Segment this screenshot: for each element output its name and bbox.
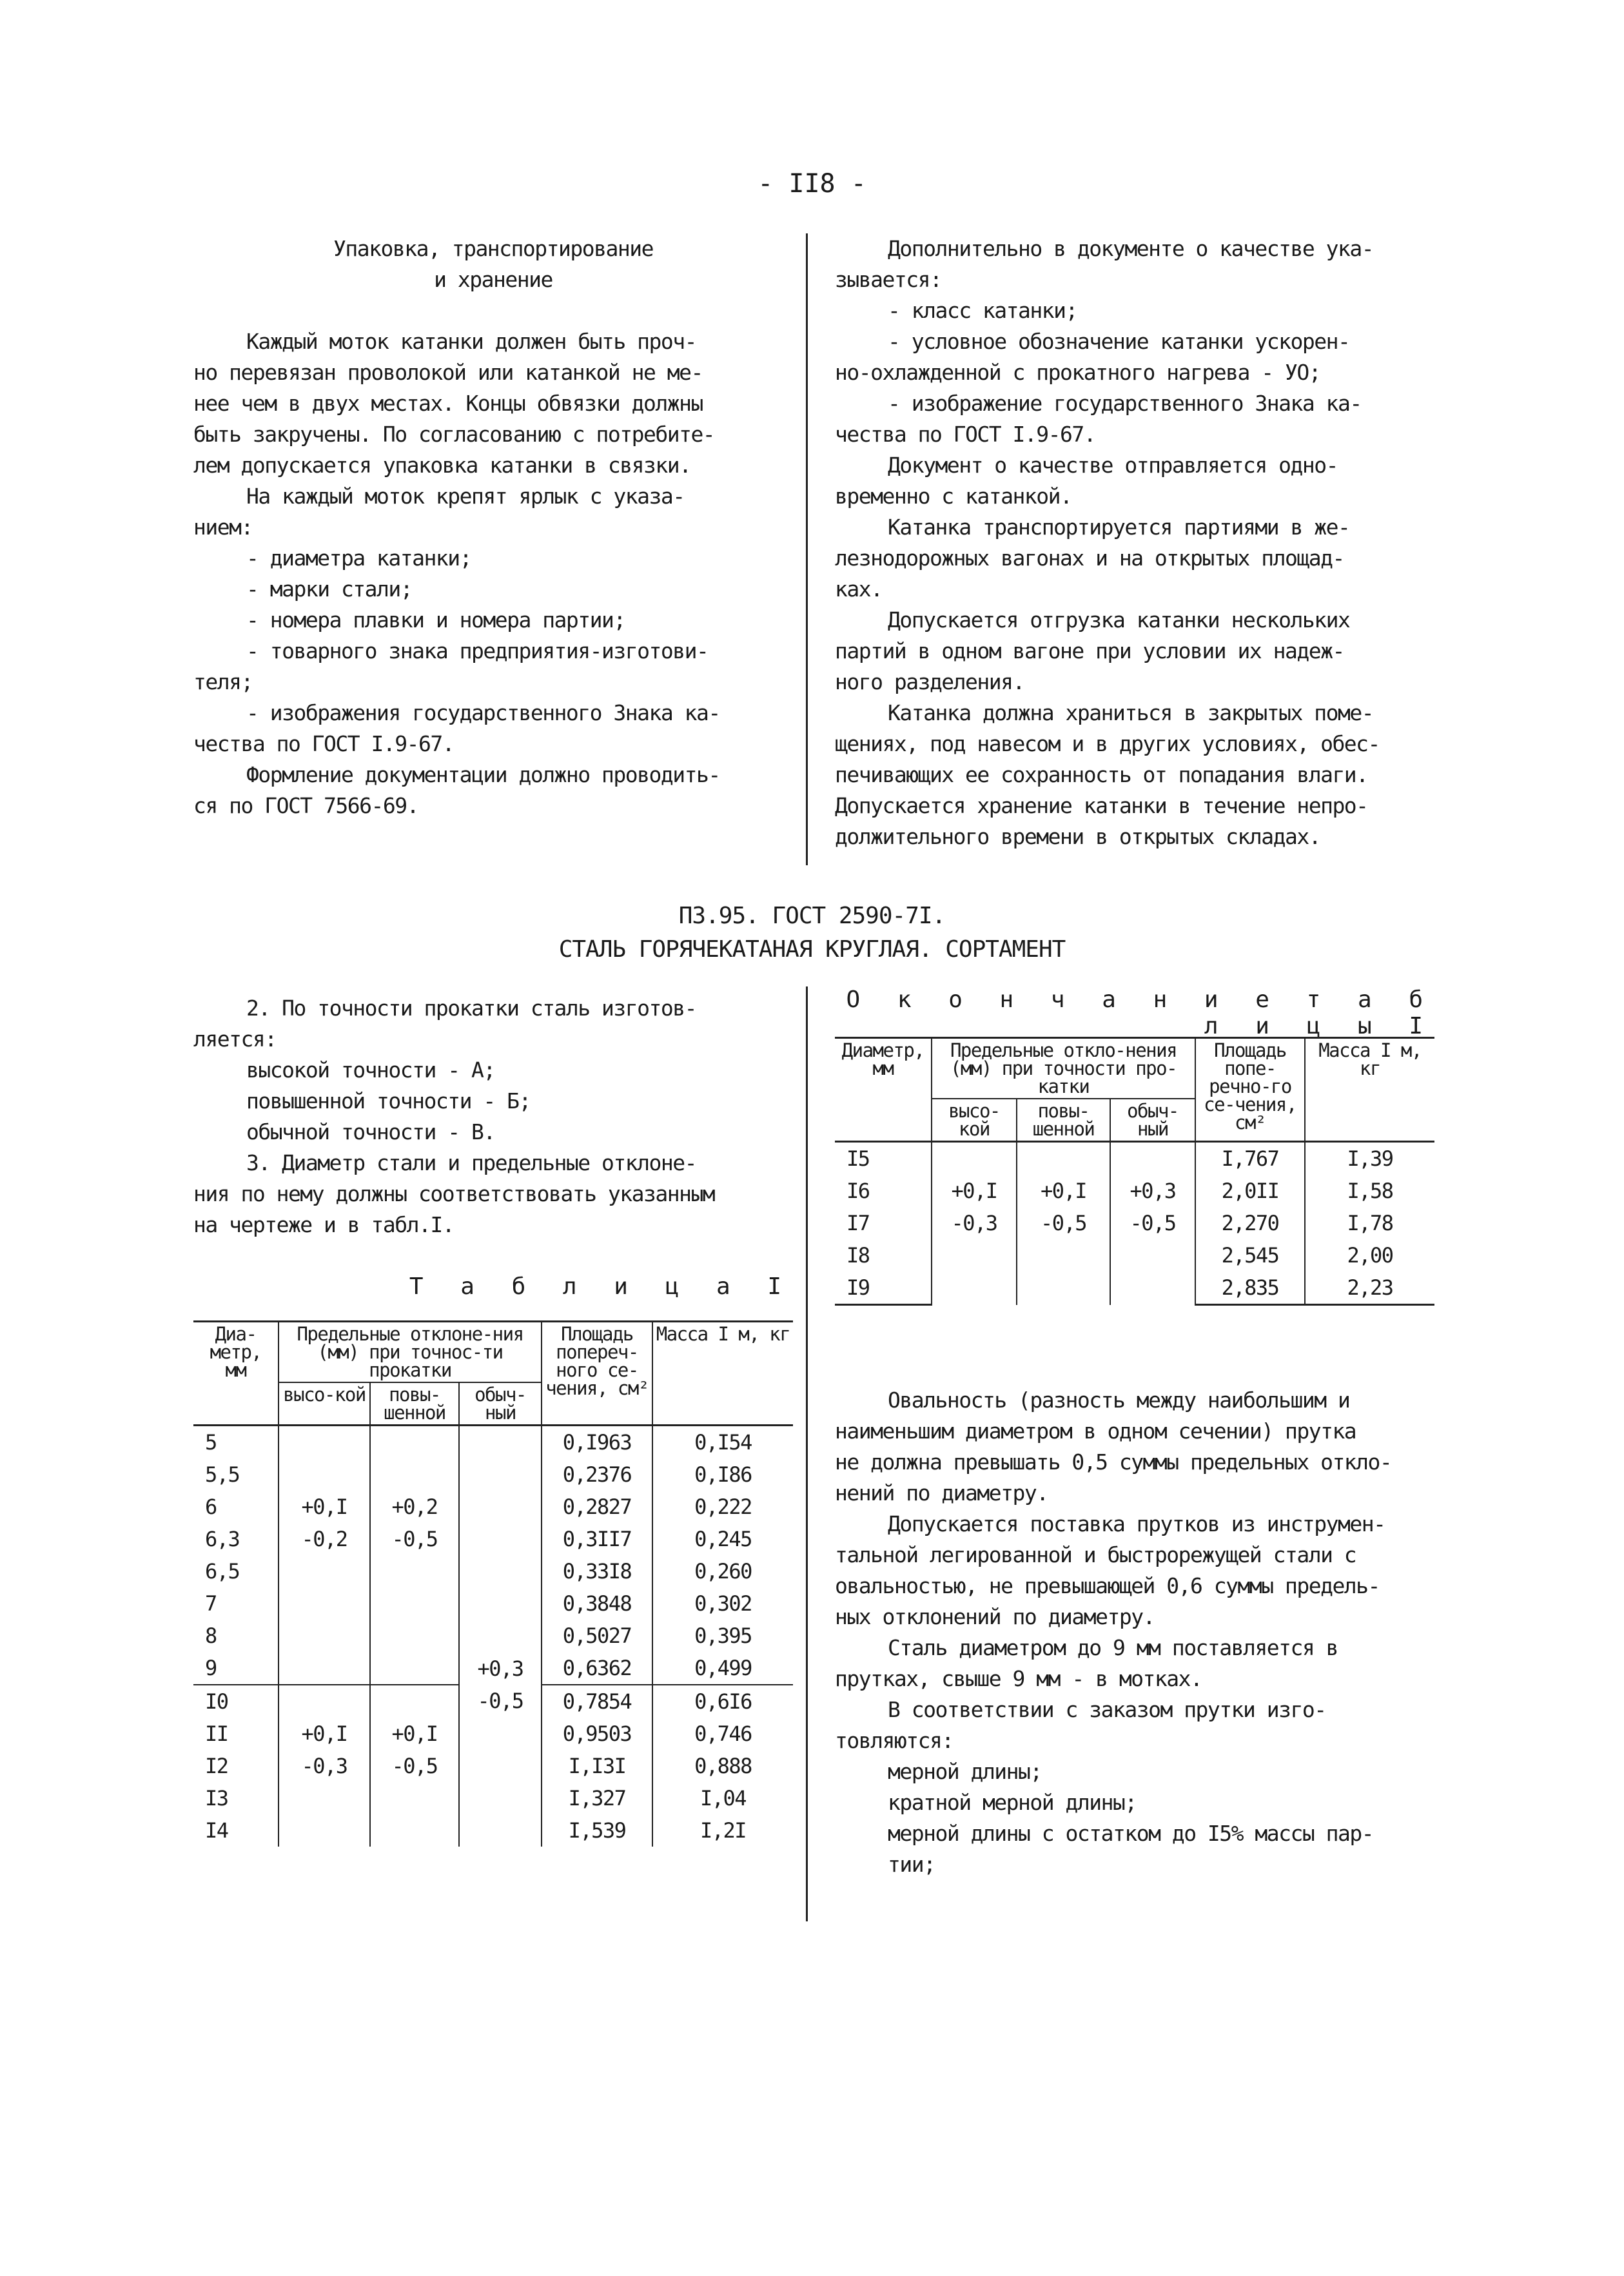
paragraph-line: партий в одном вагоне при условии их надеж- [835,638,1344,663]
tolerance-plus: +0,I [951,1179,997,1203]
cell-tolerance-raised [370,1718,459,1782]
cell-diameter: I5 [835,1142,932,1175]
cell-tolerance-high [932,1175,1017,1239]
paragraph-line: ния по нему должны соответствовать указанным [193,1181,715,1206]
list-item-cont: чества по ГОСТ I.9-67. [193,731,455,756]
paragraph-line: Катанка должна храниться в закрытых поме- [888,700,1374,725]
column-divider [806,986,808,1921]
paragraph-line: лем допускается упаковка катанки в связки. [193,453,691,478]
col-header-raised: повы-шенной [1017,1099,1110,1142]
cell-area: I,539 [542,1814,652,1847]
tolerance-plus: +0,I [301,1495,347,1519]
col-header-tolerance: Предельные откло-нения (мм) при точности про-катки [932,1038,1195,1099]
cell-tolerance-high [279,1491,370,1555]
cell-diameter: 6,3 [193,1523,279,1555]
cell-diameter: I4 [193,1814,279,1847]
col-header-area: Площадь попереч-ного се-чения, см² [542,1322,652,1426]
table-end-caption: О к о н ч а н и е т а б л и ц ы I [846,986,1434,1039]
paragraph-line: Каждый моток катанки должен быть проч- [246,329,696,354]
col-header-area: Площадь попе-речно-го се-чения, см² [1195,1038,1305,1142]
table-row [835,1239,1434,1271]
list-item: - условное обозначение катанки ускорен- [888,329,1350,354]
section-title [0,899,1624,966]
cell-area: I,I3I [542,1750,652,1782]
cell-mass: I,78 [1305,1207,1434,1239]
paragraph-line: На каждый моток крепят ярлык с указа- [246,484,685,509]
cell-area: 2,0II [1195,1175,1305,1207]
tolerance-plus: +0,3 [1130,1179,1176,1203]
table-1 [193,1320,793,1847]
paragraph-line: Катанка транспортируется партиями в же- [888,515,1350,540]
table-1-end [835,1037,1434,1306]
cell-mass: 0,395 [652,1620,793,1652]
section-heading-cont: и хранение [434,267,553,292]
paragraph-line: нений по диаметру. [835,1480,1048,1506]
cell-mass: 0,888 [652,1750,793,1782]
paragraph-line: ного разделения. [835,669,1024,694]
paragraph-line: ляется: [193,1026,277,1052]
paragraph-line: лезнодорожных вагонах и на открытых площад- [835,545,1344,571]
paragraph-line: Сталь диаметром до 9 мм поставляется в [888,1635,1338,1660]
list-item: - класс катанки; [888,298,1077,323]
paragraph-line: должительного времени в открытых складах. [835,824,1321,849]
tolerance-plus: +0,I [301,1722,347,1746]
standard-title: СТАЛЬ ГОРЯЧЕКАТАНАЯ КРУГЛАЯ. СОРТАМЕНТ [558,936,1066,963]
cell-area: 0,5027 [542,1620,652,1652]
cell-mass: I,04 [652,1782,793,1814]
col-header-diameter: Диаметр, мм [835,1038,932,1142]
paragraph-line: зывается: [835,267,942,292]
cell-diameter: I0 [193,1685,279,1718]
col-header-mass: Масса I м, кг [1305,1038,1434,1142]
cell-diameter: 8 [193,1620,279,1652]
list-item: - изображения государственного Знака ка- [246,700,720,725]
column-divider [806,233,808,865]
paragraph-line: наименьшим диаметром в одном сечении) прутка [835,1418,1356,1444]
cell-tolerance-raised [1017,1175,1110,1239]
cell-diameter: 5 [193,1426,279,1459]
cell-tolerance-raised [370,1491,459,1555]
cell-mass: 0,245 [652,1523,793,1555]
standard-number: П3.95. ГОСТ 2590-7I. [678,903,946,929]
tolerance-minus: -0,5 [391,1754,438,1778]
tolerance-minus: -0,5 [391,1527,438,1551]
list-item: кратной мерной длины; [888,1790,1137,1815]
list-item: мерной длины; [888,1759,1042,1784]
cell-diameter: II [193,1718,279,1750]
table-row [193,1718,793,1750]
col-header-normal: обыч-ный [459,1382,542,1426]
paragraph-line: Документ о качестве отправляется одно- [888,453,1338,478]
cell-diameter: 6 [193,1491,279,1523]
paragraph-line: В соответствии с заказом прутки изго- [888,1697,1326,1722]
list-item-cont: тии; [888,1852,935,1877]
list-item: высокой точности - А; [246,1057,495,1083]
paragraph-line: нее чем в двух местах. Концы обвязки должны [193,391,703,416]
cell-area: 2,545 [1195,1239,1305,1271]
cell-diameter: I9 [835,1271,932,1305]
paragraph-line: временно с катанкой. [835,484,1072,509]
list-item: - диаметра катанки; [246,545,471,571]
paragraph-line: тальной легированной и быстрорежущей стали с [835,1542,1356,1567]
paragraph-line: Формление документации должно проводить- [246,762,720,787]
cell-diameter: I3 [193,1782,279,1814]
top-left-column [193,233,793,821]
cell-mass: 0,I86 [652,1458,793,1491]
paragraph-line: Допускается поставка прутков из инструмен- [888,1511,1385,1536]
paragraph-line: овальностью, не превышающей 0,6 суммы предель- [835,1573,1380,1598]
paragraph-line: 3. Диаметр стали и предельные отклоне- [246,1150,696,1175]
cell-area: I,767 [1195,1142,1305,1175]
table-caption: Т а б л и ц а I [409,1273,793,1300]
table-row [835,1175,1434,1207]
cell-area: 0,33I8 [542,1555,652,1587]
list-item: - номера плавки и номера партии; [246,607,625,633]
cell-mass: I,58 [1305,1175,1434,1207]
cell-mass: I,2I [652,1814,793,1847]
paragraph-line: 2. По точности прокатки сталь изготов- [246,996,696,1021]
cell-mass: 0,I54 [652,1426,793,1459]
cell-area: 0,7854 [542,1685,652,1718]
cell-diameter: I8 [835,1239,932,1271]
col-header-normal: обыч-ный [1110,1099,1195,1142]
tolerance-minus: -0,5 [1040,1211,1087,1235]
cell-mass: 0,222 [652,1491,793,1523]
cell-area: 2,270 [1195,1207,1305,1239]
cell-diameter: 5,5 [193,1458,279,1491]
cell-mass: 0,6I6 [652,1685,793,1718]
tolerance-plus: +0,2 [391,1495,438,1519]
col-header-tolerance: Предельные отклоне-ния (мм) при точнос-ти прокатки [279,1322,542,1383]
list-item-cont: но-охлажденной с прокатного нагрева - УО; [835,360,1321,385]
list-item: мерной длины с остатком до I5% массы пар- [888,1821,1374,1846]
tolerance-plus: +0,3 [477,1656,523,1681]
tolerance-minus: -0,2 [301,1527,347,1551]
cell-mass: 0,746 [652,1718,793,1750]
tolerance-minus: -0,5 [477,1689,523,1713]
cell-mass: I,39 [1305,1142,1434,1175]
paragraph-line: щениях, под навесом и в других условиях, обес- [835,731,1380,756]
cell-tolerance-normal [1110,1175,1195,1239]
paragraph-line: быть закручены. По согласованию с потребите- [193,422,715,447]
paragraph-line: нием: [193,515,253,540]
cell-mass: 0,260 [652,1555,793,1587]
cell-mass: 2,23 [1305,1271,1434,1305]
list-item: - товарного знака предприятия-изготови- [246,638,709,663]
paragraph-line: ках. [835,576,883,602]
tolerance-plus: +0,I [391,1722,438,1746]
col-header-high: высо-кой [279,1382,370,1426]
paragraph-line: на чертеже и в табл.I. [193,1212,455,1237]
top-right-column [835,233,1434,852]
cell-mass: 0,499 [652,1652,793,1685]
cell-diameter: I6 [835,1175,932,1207]
cell-area: 0,I963 [542,1426,652,1459]
table-row [835,1142,1434,1175]
tolerance-minus: -0,3 [951,1211,997,1235]
tolerance-minus: -0,5 [1130,1211,1176,1235]
list-item-cont: теля; [193,669,253,694]
cell-tolerance-normal [459,1652,542,1718]
col-header-mass: Масса I м, кг [652,1322,793,1426]
list-item-cont: чества по ГОСТ I.9-67. [835,422,1096,447]
cell-diameter: I7 [835,1207,932,1239]
cell-diameter: 6,5 [193,1555,279,1587]
cell-diameter: 9 [193,1652,279,1685]
list-item: обычной точности - В. [246,1119,495,1144]
col-header-raised: повы-шенной [370,1382,459,1426]
cell-area: 0,3848 [542,1587,652,1620]
paragraph-line: но перевязан проволокой или катанкой не ме- [193,360,703,385]
tolerance-plus: +0,I [1040,1179,1087,1203]
paragraph-line: Допускается отгрузка катанки нескольких [888,607,1350,633]
cell-tolerance-high [279,1718,370,1782]
col-header-high: высо-кой [932,1099,1017,1142]
cell-area: I,327 [542,1782,652,1814]
cell-mass: 2,00 [1305,1239,1434,1271]
table-row [193,1426,793,1459]
page-number: - II8 - [758,169,866,199]
section-heading: Упаковка, транспортирование [333,236,653,261]
cell-area: 0,2827 [542,1491,652,1523]
cell-diameter: I2 [193,1750,279,1782]
paragraph-line: Овальность (разность между наибольшим и [888,1388,1350,1413]
list-item: повышенной точности - Б; [246,1088,531,1113]
paragraph-line: ных отклонений по диаметру. [835,1604,1155,1629]
bottom-left-column [193,993,793,1302]
paragraph-line: ся по ГОСТ 7566-69. [193,793,418,818]
bottom-right-column [835,1385,1434,1880]
paragraph-line: печивающих ее сохранность от попадания влаги. [835,762,1368,787]
cell-area: 0,3II7 [542,1523,652,1555]
paragraph-line: Дополнительно в документе о качестве ука- [888,236,1374,261]
paragraph-line: Допускается хранение катанки в течение непро- [835,793,1368,818]
col-header-diameter: Диа-метр, мм [193,1322,279,1426]
list-item: - изображение государственного Знака ка- [888,391,1362,416]
cell-diameter: 7 [193,1587,279,1620]
cell-area: 0,2376 [542,1458,652,1491]
cell-area: 0,9503 [542,1718,652,1750]
paragraph-line: товляются: [835,1728,954,1753]
cell-area: 0,6362 [542,1652,652,1685]
tolerance-minus: -0,3 [301,1754,347,1778]
paragraph-line: не должна превышать 0,5 суммы предельных откло- [835,1449,1392,1475]
cell-area: 2,835 [1195,1271,1305,1305]
list-item: - марки стали; [246,576,413,602]
paragraph-line: прутках, свыше 9 мм - в мотках. [835,1666,1202,1691]
cell-mass: 0,302 [652,1587,793,1620]
